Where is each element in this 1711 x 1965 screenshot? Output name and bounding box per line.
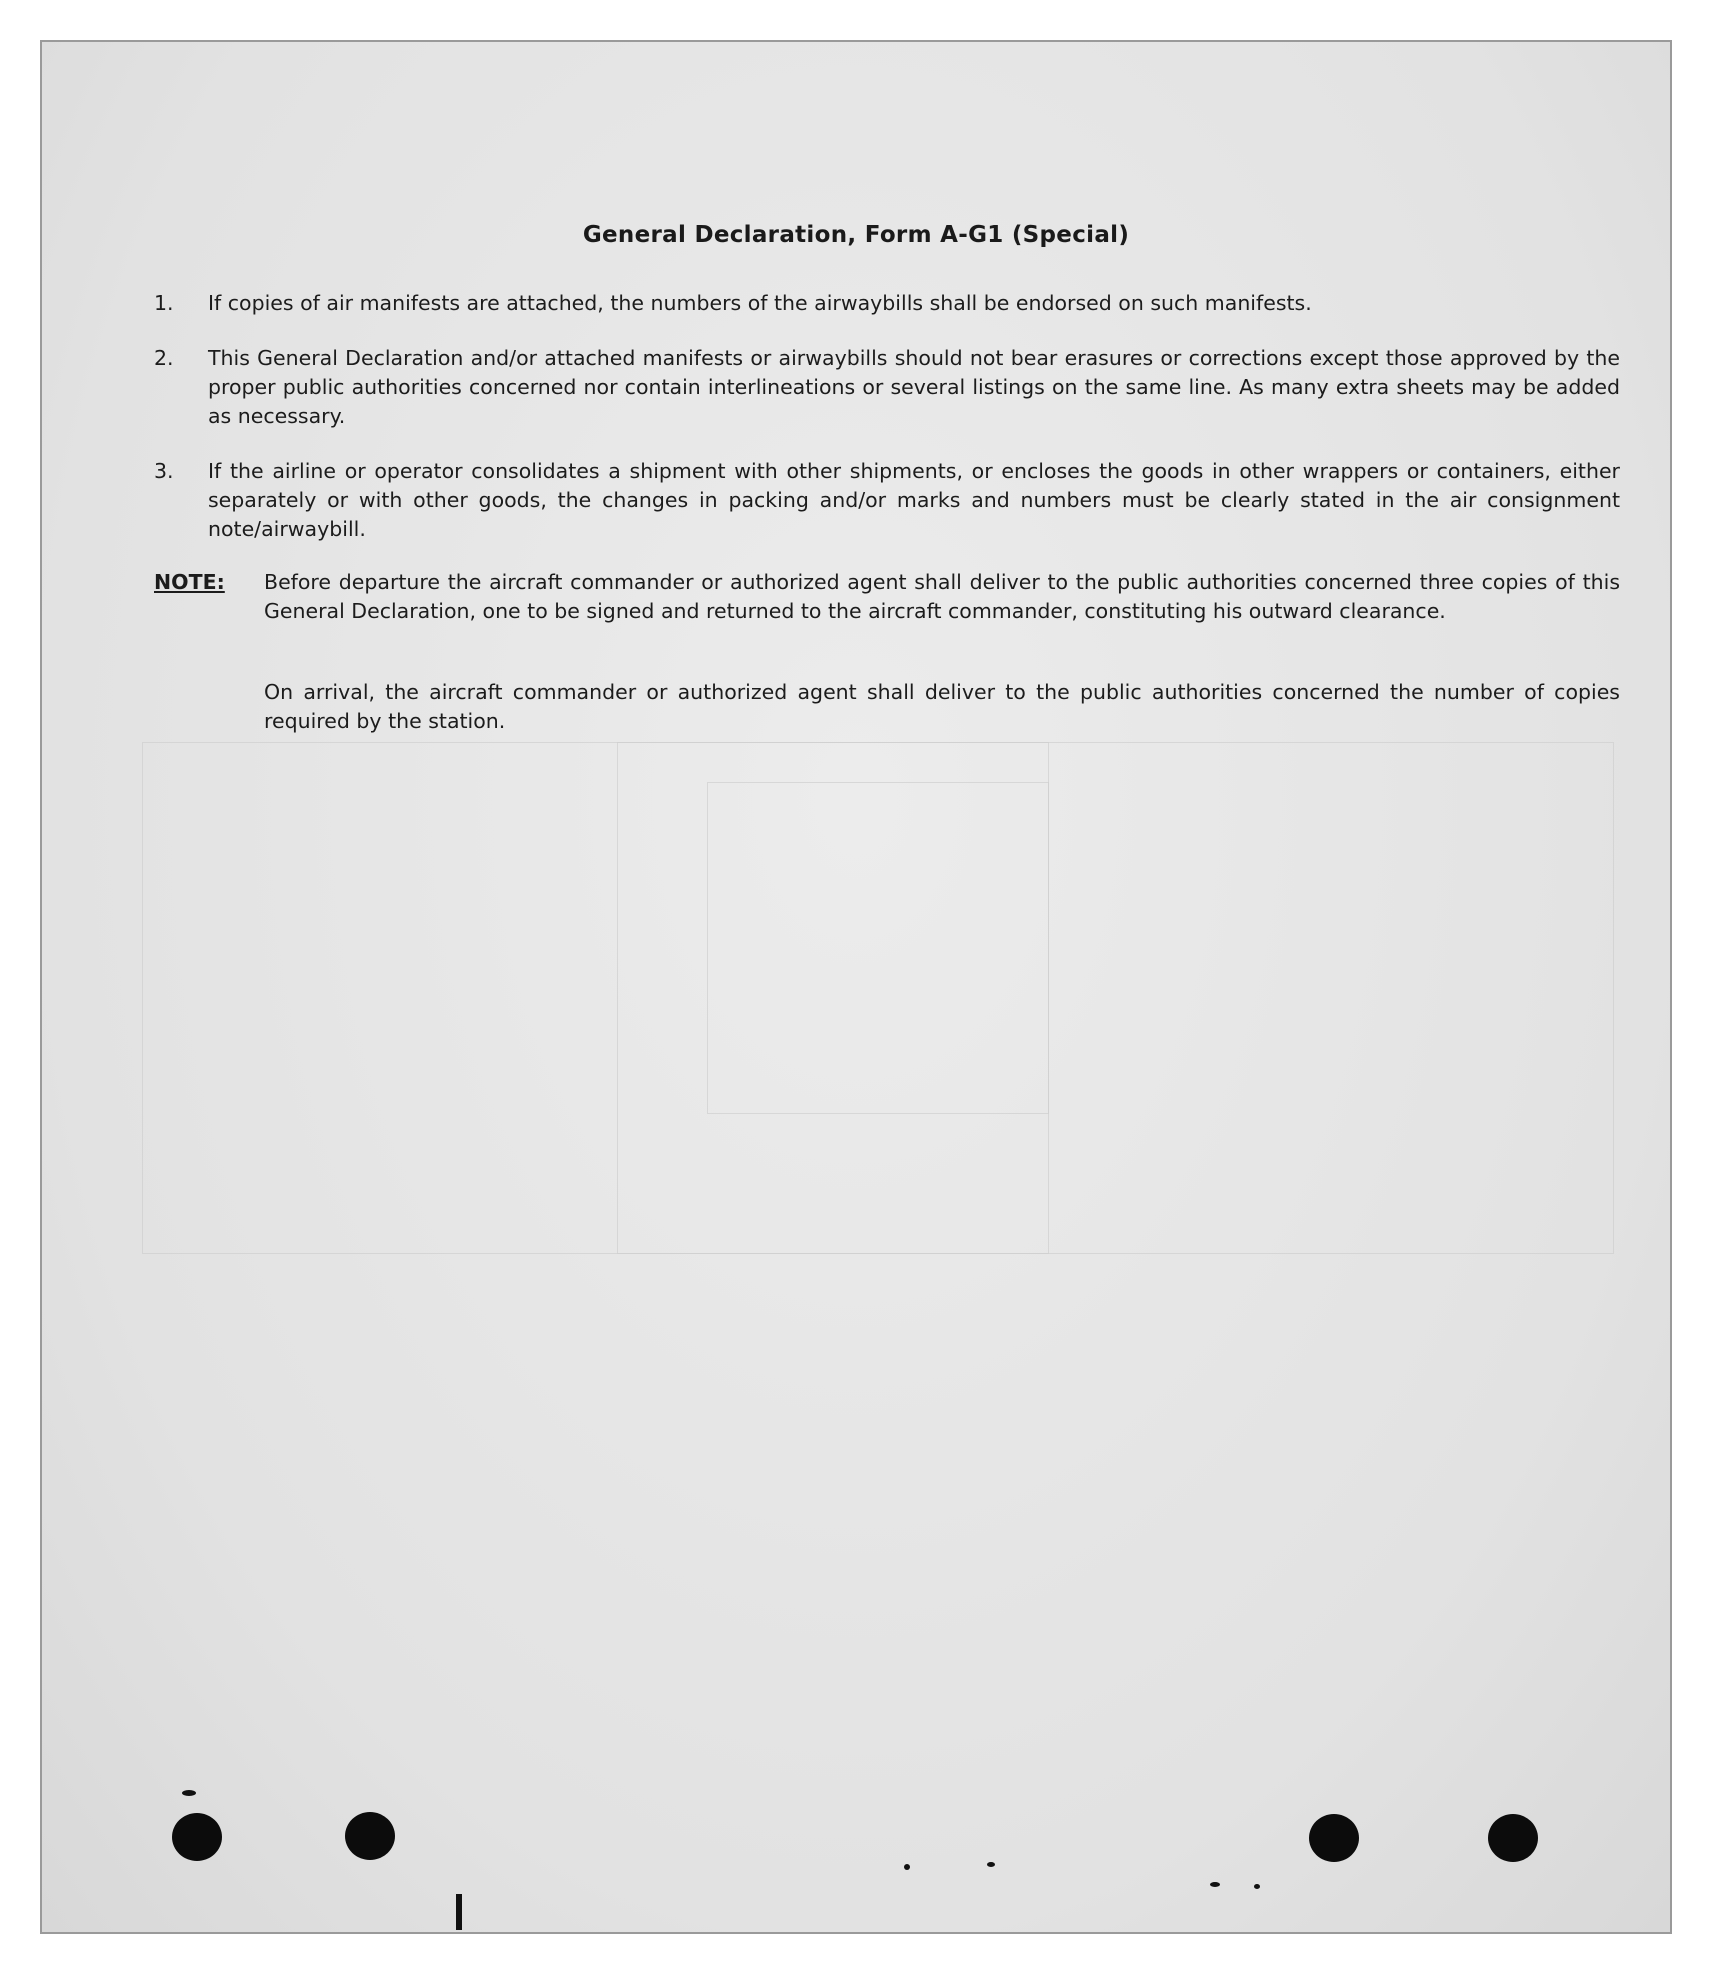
note-paragraph-1: Before departure the aircraft commander or authorized agent shall deliver to the public authorities concerned three copies of this General Declaration, one to be signed and returned to the aircraft commander, constituting his outward clearance. <box>264 570 1620 623</box>
item-number: 3. <box>154 459 174 483</box>
ink-speck <box>182 1790 196 1796</box>
ink-speck <box>904 1864 910 1870</box>
form-title: General Declaration, Form A-G1 (Special) <box>582 222 1130 248</box>
punch-hole <box>172 1813 222 1861</box>
punch-hole <box>1309 1814 1359 1862</box>
note-label: NOTE: <box>154 570 225 594</box>
document-page <box>42 42 1670 1932</box>
note-paragraph-2: On arrival, the aircraft commander or authorized agent shall deliver to the public authorities concerned the number of copies required by the station. <box>264 680 1620 733</box>
note-continuation <box>154 678 1620 736</box>
item-text: If copies of air manifests are attached, the numbers of the airwaybills shall be endorsed on such manifests. <box>208 291 1312 315</box>
item-text: This General Declaration and/or attached manifests or airwaybills should not bear erasures or corrections except those approved by the proper public authorities concerned nor contain interlineations or several listings on the same line. As many extra sheets may be added as necessary. <box>208 346 1620 428</box>
instruction-item-1 <box>154 289 1620 318</box>
item-text: If the airline or operator consolidates a shipment with other shipments, or encloses the goods in other wrappers or containers, either separately or with other goods, the changes in packing and/or marks and numbers must be clearly stated in the air consignment note/airwaybill. <box>208 459 1620 541</box>
note-block <box>154 568 1620 626</box>
ink-speck <box>1210 1882 1220 1887</box>
item-number: 2. <box>154 346 174 370</box>
item-number: 1. <box>154 291 174 315</box>
ink-speck <box>987 1862 995 1867</box>
instruction-item-3 <box>154 457 1620 544</box>
edge-mark <box>456 1894 462 1930</box>
instruction-item-2 <box>154 344 1620 431</box>
ink-speck <box>1254 1884 1260 1889</box>
punch-hole <box>1488 1814 1538 1862</box>
punch-hole <box>345 1812 395 1860</box>
show-through-column <box>707 782 1049 1114</box>
